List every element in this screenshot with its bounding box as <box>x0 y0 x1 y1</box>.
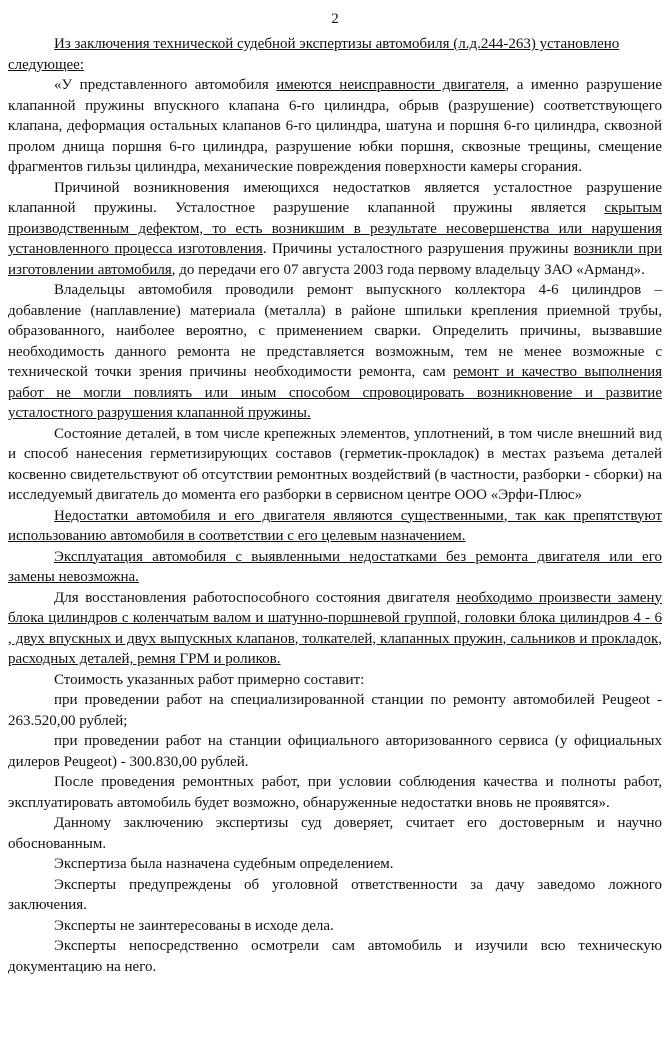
text-run: . Причины усталостного разрушения пружины <box>262 241 574 257</box>
page-number: 2 <box>331 11 339 27</box>
text-run: «У представленного автомобиля <box>54 77 277 93</box>
paragraph-p14 <box>8 875 662 916</box>
paragraph-p11 <box>8 772 662 813</box>
text-run: , до передачи его 07 августа 2003 года первому владельцу ЗАО «Арманд». <box>171 261 645 278</box>
text-run: Эксперты непосредственно осмотрели сам автомобиль и изучили всю техническую документацию на него. <box>8 938 662 975</box>
text-run: при проведении работ на станции официального авторизованного сервиса (у официальных дилеров Peugeot) - 300.830,00 рублей. <box>8 733 662 770</box>
text-run: Эксперты не заинтересованы в исходе дела. <box>54 917 334 934</box>
paragraph-p6 <box>8 547 662 588</box>
text-run: Экспертиза была назначена судебным определением. <box>54 856 394 872</box>
text-run: , а именно разрушение клапанной пружины впускного клапана 6-го цилиндра, обрыв (разрушение) соответствующего клапана, деформация остальных клапанов 6-го цилиндра, шатуна и поршня 6-го цилиндра, сквозной пролом днища поршня 6-го цилиндра, разрушение юбки поршня, сквозные трещины, смещение фрагментов гильзы цилиндра, механические повреждения поверхности камеры сгорания. <box>8 77 662 175</box>
paragraph-p1 <box>8 75 662 178</box>
paragraph-p5 <box>8 506 662 547</box>
paragraph-p4 <box>8 424 662 506</box>
paragraph-p13 <box>8 854 662 875</box>
paragraph-p8 <box>8 670 662 691</box>
paragraph-intro <box>8 34 662 75</box>
document-page <box>8 10 662 977</box>
text-run: После проведения ремонтных работ, при условии соблюдения качества и полноты работ, эксплуатировать автомобиль будет возможно, обнаруженные недостатки вновь не проявятся». <box>8 774 662 811</box>
paragraph-p7 <box>8 588 662 670</box>
underlined-text: Из заключения технической судебной экспертизы автомобиля (л.д.244-263) установлено следующее: <box>8 36 620 73</box>
text-run: при проведении работ на специализированной станции по ремонту автомобилей Peugeot - 263.520,00 рублей; <box>8 692 662 729</box>
text-run: Для восстановления работоспособного состояния двигателя <box>54 589 457 606</box>
paragraph-p3 <box>8 280 662 424</box>
paragraph-p12 <box>8 813 662 854</box>
paragraph-p16 <box>8 936 662 977</box>
text-run: Причиной возникновения имеющихся недостатков является усталостное разрушение клапанной пружины. Усталостное разрушение клапанной пружины является <box>8 179 662 216</box>
underlined-text: возникли при изготовлении автомобиля <box>8 241 662 278</box>
text-run: Данному заключению экспертизы суд доверяет, считает его достоверным и научно обоснованным. <box>8 815 662 852</box>
text-run: Владельцы автомобиля проводили ремонт выпускного коллектора 4-6 цилиндров – добавление (наплавление) материала (металла) в районе шпильки крепления приемной трубы, образованного, наиболее вероятно, с применением сварки. Определить причины, вызвавшие необходимость данного ремонта не представляется возможным, тем не менее возможные с технической точки зрения причины необходимости ремонта, сам <box>8 282 662 380</box>
text-run: Состояние деталей, в том числе крепежных элементов, уплотнений, в том числе внешний вид и способ нанесения герметизирующих составов (герметик-прокладок) в местах разъема деталей косвенно свидетельствуют об отсутствии ремонтных воздействий (в частности, разборки - сборки) на исследуемый двигатель до момента его разборки в сервисном центре ООО «Эрфи-Плюс» <box>8 425 662 503</box>
paragraph-p9 <box>8 690 662 731</box>
underlined-text: скрытым производственным дефектом, то есть возникшим в результате несовершенства или нарушения установленного процесса изготовления <box>8 200 662 257</box>
paragraph-p10 <box>8 731 662 772</box>
text-run: Стоимость указанных работ примерно составит: <box>54 671 365 688</box>
text-run: Эксперты предупреждены об уголовной ответственности за дачу заведомо ложного заключения. <box>8 876 662 913</box>
underlined-text: Недостатки автомобиля и его двигателя являются существенными, так как препятствуют использованию автомобиля в соответствии с его целевым назначением. <box>8 507 662 544</box>
document-body <box>8 34 662 977</box>
paragraph-p2 <box>8 178 662 281</box>
underlined-text: имеются неисправности двигателя <box>276 77 506 93</box>
underlined-text: ремонт и качество выполнения работ не могли повлиять или иным способом спровоцировать возникновение и развитие усталостного разрушения клапанной пружины. <box>8 364 662 421</box>
underlined-text: Эксплуатация автомобиля с выявленными недостатками без ремонта двигателя или его замены невозможна. <box>8 548 662 585</box>
underlined-text: необходимо произвести замену блока цилиндров с коленчатым валом и шатунно-поршневой группой, головки блока цилиндров 4 - 6 , двух впускных и двух выпускных клапанов, толкателей, клапанных пружин, сальников и прокладок, расходных деталей, ремня ГРМ и роликов. <box>8 589 662 667</box>
paragraph-p15 <box>8 916 662 937</box>
